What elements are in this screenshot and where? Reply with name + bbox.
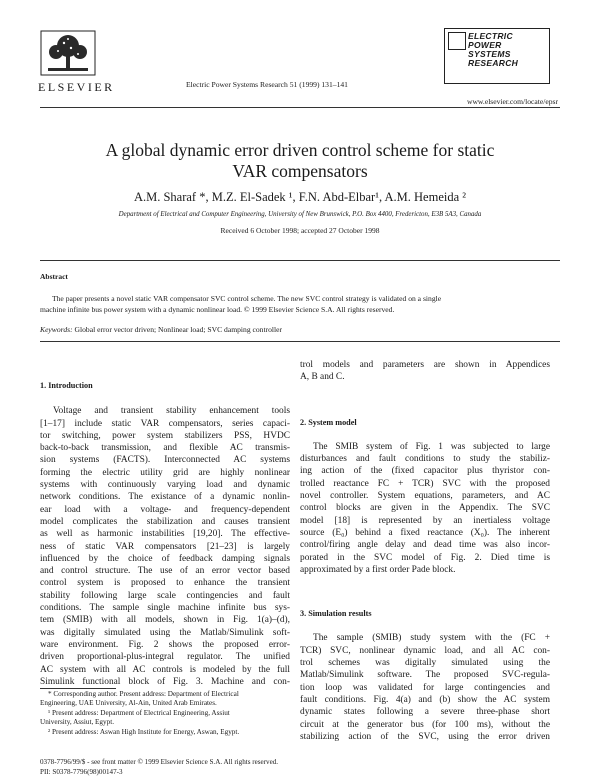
text-line: and control structure. The use of an error vector based <box>40 566 290 577</box>
publisher-name: ELSEVIER <box>38 80 115 94</box>
text-line: [1–17] include static VAR compensators, series capaci- <box>40 418 290 429</box>
title-line: VAR compensators <box>232 161 368 181</box>
title-line: A global dynamic error driven control scheme for static <box>105 140 495 160</box>
text-line: Simulink functional block of Fig. 3. Machine and con- <box>40 676 290 687</box>
received-dates: Received 6 October 1998; accepted 27 October 1998 <box>220 226 380 235</box>
left-column <box>40 380 290 688</box>
text-line: source (E₀) behind a fixed reactance (X₀). The inherent <box>300 527 550 538</box>
author-list: A.M. Sharaf *, M.Z. El-Sadek ¹, F.N. Abd-Elbar¹, A.M. Hemeida ² <box>133 190 467 204</box>
text-line: network conditions. The existance of a dynamic nonlin- <box>40 492 290 503</box>
text-line: dynamic states following a severe three-phase short <box>300 707 550 718</box>
abstract-divider <box>40 341 560 342</box>
text-line: novel controller. System equations, parameters, and AC <box>300 491 550 502</box>
journal-url-link[interactable]: www.elsevier.com/locate/epsr <box>466 97 558 106</box>
text-line: back-to-back transmission, and flexible AC transmis- <box>40 443 290 454</box>
text-line: as well as harmonic instabilities [19,20]. The effective- <box>40 529 290 540</box>
journal-logo-mark-icon <box>448 32 466 50</box>
right-column <box>300 359 550 743</box>
text-line: ing action of the (fixed capacitor plus thyristor con- <box>300 466 550 477</box>
paper-title <box>40 140 560 182</box>
footnote-line: Engineering, UAE University, Al-Ain, United Arab Emirates. <box>40 699 217 708</box>
section-heading-simulation-results: 3. Simulation results <box>300 609 372 619</box>
footnotes <box>40 690 292 737</box>
text-line: sion systems (FACTS). Interconnected AC systems <box>40 455 290 466</box>
text-line: was digitally simulated using the Matlab/Simulink soft- <box>40 627 290 638</box>
footnote-line: ¹ Present address: Department of Electrical Engineering, Assiut <box>48 708 230 717</box>
system-model-paragraph <box>300 441 550 576</box>
footnote-line: * Corresponding author. Present address: Department of Electrical <box>48 690 239 698</box>
journal-logo-line: SYSTEMS <box>468 49 511 59</box>
text-line: conditions. The sample single machine infinite bus sys- <box>40 603 290 614</box>
abstract-body <box>40 293 560 315</box>
text-line: tion loop was validated for large contingencies and <box>300 682 550 693</box>
text-line: driven proportional-plus-integral regulator. The unified <box>40 652 290 663</box>
text-line: tor switching, power system stabilizers PSS, HVDC <box>40 430 290 441</box>
keywords-label: Keywords: <box>40 325 73 334</box>
keywords-list: Global error vector driven; Nonlinear load; SVC damping controller <box>74 325 283 334</box>
footnote-line: University, Assiut, Egypt. <box>40 718 115 727</box>
text-line: stabilizing action of the SVC, using the error driven <box>300 731 550 742</box>
copyright-notice <box>40 757 278 777</box>
abstract-line: The paper presents a novel static VAR compensator SVC control scheme. The new SVC control strategy is validated on a single <box>52 294 442 303</box>
intro-paragraph <box>40 405 290 688</box>
text-line: influenced by the choice of feedback damping signals <box>40 553 290 564</box>
text-line: model [18] is represented by an inertialess voltage <box>300 515 550 526</box>
text-line: trol models and parameters are shown in Appendices <box>300 360 550 370</box>
abstract-line: machine infinite bus power system with a dynamic nonlinear load. © 1999 Elsevier Science S.A. All rights reserved. <box>40 305 395 314</box>
footnote-line: ² Present address: Aswan High Institute for Energy, Aswan, Egypt. <box>48 727 240 736</box>
text-line: control system is proposed to enhance the transient <box>40 578 290 589</box>
text-line: ear load with a voltage- and frequency-dependent <box>40 504 290 515</box>
text-line: Voltage and transient stability enhancement tools <box>53 406 290 417</box>
section-heading-system-model: 2. System model <box>300 417 357 427</box>
text-line: AC system with all AC controls is modeled by the full <box>40 664 290 675</box>
text-line: The SMIB system of Fig. 1 was subjected to large <box>313 441 550 452</box>
text-line: trolled reactance FC + TCR) SVC with the proposed <box>300 478 550 489</box>
title-divider <box>40 260 560 261</box>
section-heading-introduction: 1. Introduction <box>40 381 93 390</box>
journal-logo-line: ELECTRIC <box>468 31 513 41</box>
journal-logo-line: RESEARCH <box>468 58 519 68</box>
text-line: Matlab/Simulink software. The proposed SVC-regula- <box>300 670 550 681</box>
text-line: tem (SMIB) with all models, shown in Fig. 1(a)–(d), <box>40 615 290 626</box>
text-line: ware environment. Fig. 2 shows the proposed error- <box>40 639 290 650</box>
text-line: model complicates the stabilization and causes transient <box>40 516 290 527</box>
journal-logo-line: POWER <box>468 40 502 50</box>
abstract-heading: Abstract <box>40 272 68 281</box>
journal-logo <box>444 28 556 86</box>
text-line: trol schemes was digitally simulated using the <box>300 658 550 669</box>
text-line: A, B and C. <box>300 372 345 383</box>
pii-line: PII: S0378-7796(98)00147-3 <box>40 768 123 776</box>
text-line: TCR) SVC, nonlinear dynamic load, and all AC con- <box>300 645 550 656</box>
header-divider <box>40 107 560 108</box>
text-line: disturbances and fault conditions to study the stabiliz- <box>300 454 550 465</box>
footnote-divider <box>40 688 116 689</box>
affiliation: Department of Electrical and Computer Engineering, University of New Brunswick, P.O. Box 4400, Fredericton, E3B 5A3, Canada <box>118 211 482 218</box>
journal-citation: Electric Power Systems Research 51 (1999) 131–141 <box>186 80 348 89</box>
text-line: approximated by a first order Pade block. <box>300 564 456 575</box>
text-line: control/firing angle delay and dead time was also incor- <box>300 540 550 551</box>
keywords <box>40 325 560 334</box>
elsevier-tree-logo <box>40 30 96 76</box>
text-line: systems with continuously varying load and dynamic <box>40 480 290 491</box>
text-line: fault conditions. Fig. 4(a) and (b) show the AC system <box>300 694 550 705</box>
intro-continued-paragraph <box>300 359 550 384</box>
text-line: control blocks are given in the Appendix. The SVC <box>300 503 550 514</box>
text-line: circuit at the generator bus (for 100 ms), without the <box>300 719 550 730</box>
text-line: The sample (SMIB) study system with the (FC + <box>313 633 550 644</box>
copyright-line: 0378-7796/99/$ - see front matter © 1999 Elsevier Science S.A. All rights reserved. <box>40 758 279 766</box>
text-line: porated in the SVC model of Fig. 2. Died time is <box>300 552 550 563</box>
text-line: stability following large scale contingencies and fault <box>40 590 290 601</box>
text-line: forming the electric utility grid are highly nonlinear <box>40 467 290 478</box>
text-line: ness of static VAR compensators [21–23] is largely <box>40 541 290 552</box>
simulation-paragraph <box>300 632 550 743</box>
